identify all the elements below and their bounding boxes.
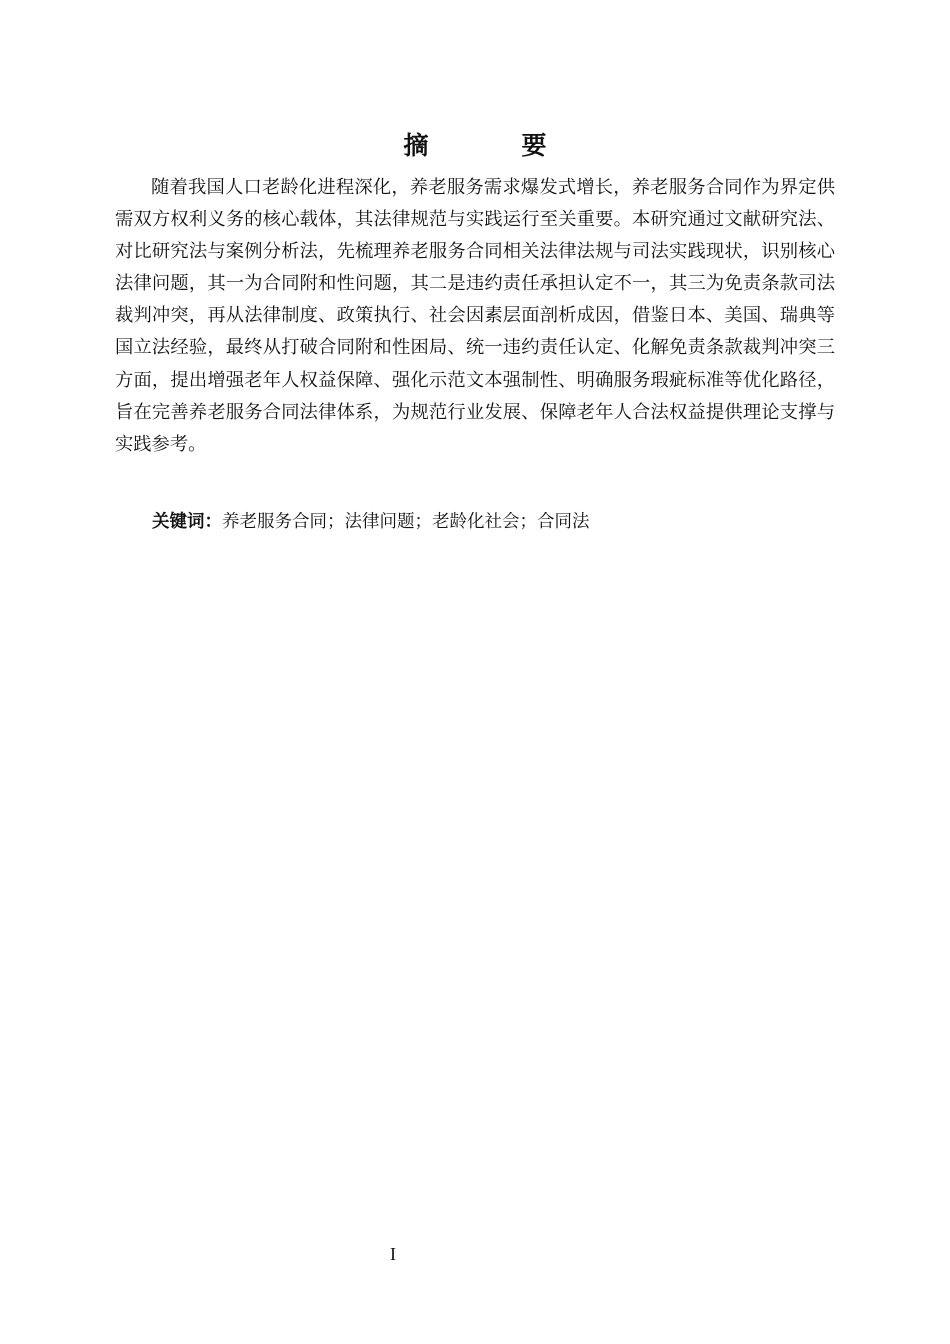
page-number: I [390,1244,396,1264]
abstract-title: 摘 要 [403,131,581,160]
keywords-label: 关键词： [152,512,222,532]
abstract-body: 随着我国人口老龄化进程深化，养老服务需求爆发式增长，养老服务合同作为界定供需双方权利义务的核心载体，其法律规范与实践运行至关重要。本研究通过文献研究法、对比研究法与案例分析法，先梳理养老服务合同相关法律法规与司法实践现状，识别核心法律问题，其一为合同附和性问题，其二是违约责任承担认定不一，其三为免责条款司法裁判冲突，再从法律制度、政策执行、社会因素层面剖析成因，借鉴日本、美国、瑞典等国立法经验，最终从打破合同附和性困局、统一违约责任认定、化解免责条款裁判冲突三方面，提出增强老年人权益保障、强化示范文本强制性、明确服务瑕疵标准等优化路径，旨在完善养老服务合同法律体系，为规范行业发展、保障老年人合法权益提供理论支撑与实践参考。 [115,177,835,455]
keywords-text: 养老服务合同；法律问题；老龄化社会；合同法 [222,512,590,532]
keywords-line [152,508,590,536]
